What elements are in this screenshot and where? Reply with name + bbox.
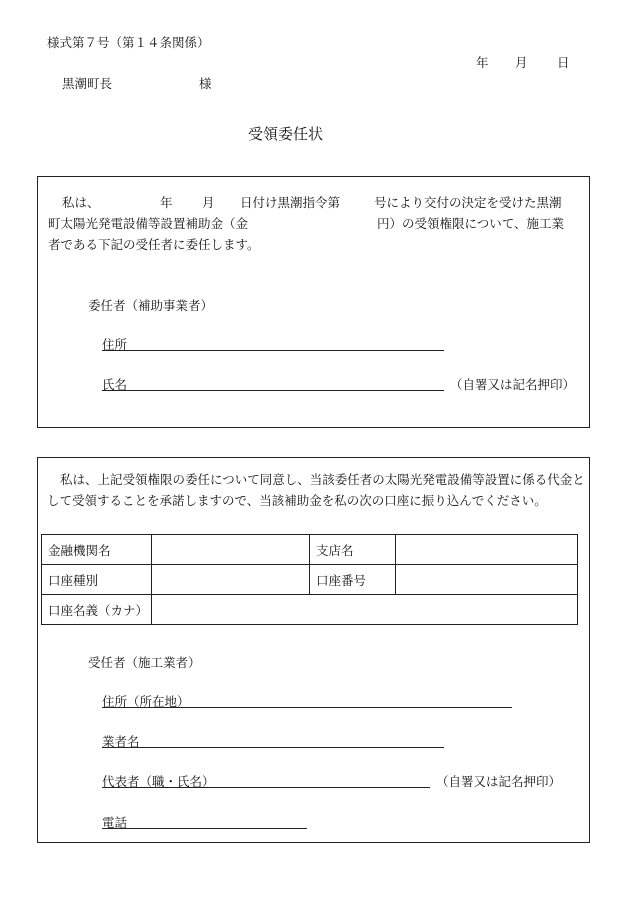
account-number-field[interactable]	[396, 565, 578, 595]
honorific: 様	[199, 76, 212, 91]
date-year-label: 年	[476, 55, 489, 70]
account-type-field[interactable]	[152, 565, 310, 595]
agent-company-field[interactable]	[102, 747, 444, 748]
table-row	[42, 535, 578, 565]
delegation-line3: 者である下記の受任者に委任します。	[48, 237, 260, 252]
agent-phone-label: 電話	[102, 815, 128, 830]
bank-account-table	[41, 534, 578, 625]
consent-paragraph: 私は、上記受領権限の委任について同意し、当該委任者の太陽光発電設備等設置に係る代金として受領することを承諾しますので、当該補助金を私の次の口座に振り込んでください。	[47, 472, 585, 508]
agent-representative-label: 代表者（職・氏名）	[102, 774, 215, 789]
delegation-line2-end: 円）の受領権限について、施工業	[377, 216, 565, 231]
page-title: 受領委任状	[248, 125, 324, 143]
delegation-year-label: 年	[160, 195, 173, 210]
table-row	[42, 595, 578, 625]
date-day-label: 日	[557, 55, 570, 70]
agent-representative-field[interactable]	[102, 787, 430, 788]
principal-name-field[interactable]	[102, 390, 444, 391]
delegation-month-label: 月	[202, 195, 215, 210]
delegation-line2-start: 町太陽光発電設備等設置補助金（金	[48, 216, 249, 231]
principal-heading: 委任者（補助事業者）	[88, 298, 214, 313]
principal-address-field[interactable]	[102, 350, 444, 351]
branch-label: 支店名	[310, 535, 396, 565]
table-row	[42, 565, 578, 595]
form-number: 様式第７号（第１４条関係）	[47, 35, 210, 50]
delegation-day-reference: 日付け黒潮指令第	[240, 195, 341, 210]
agent-location-field[interactable]	[102, 707, 512, 708]
account-number-label: 口座番号	[310, 565, 396, 595]
account-holder-label: 口座名義（カナ）	[42, 595, 152, 625]
date-month-label: 月	[515, 55, 528, 70]
account-holder-field[interactable]	[152, 595, 578, 625]
principal-address-label: 住所	[102, 337, 128, 352]
agent-company-label: 業者名	[102, 734, 140, 749]
principal-name-label: 氏名	[102, 377, 128, 392]
agent-location-label: 住所（所在地）	[102, 694, 190, 709]
delegation-line1-end: 号により交付の決定を受けた黒潮	[374, 195, 562, 210]
agent-phone-field[interactable]	[102, 828, 307, 829]
agent-heading: 受任者（施工業者）	[88, 655, 201, 670]
bank-name-field[interactable]	[152, 535, 310, 565]
account-type-label: 口座種別	[42, 565, 152, 595]
branch-field[interactable]	[396, 535, 578, 565]
delegation-intro: 私は、	[62, 195, 100, 210]
agent-signature-note: （自署又は記名押印）	[436, 774, 562, 789]
addressee: 黒潮町長	[62, 76, 113, 91]
principal-signature-note: （自署又は記名押印）	[450, 377, 576, 392]
bank-name-label: 金融機関名	[42, 535, 152, 565]
